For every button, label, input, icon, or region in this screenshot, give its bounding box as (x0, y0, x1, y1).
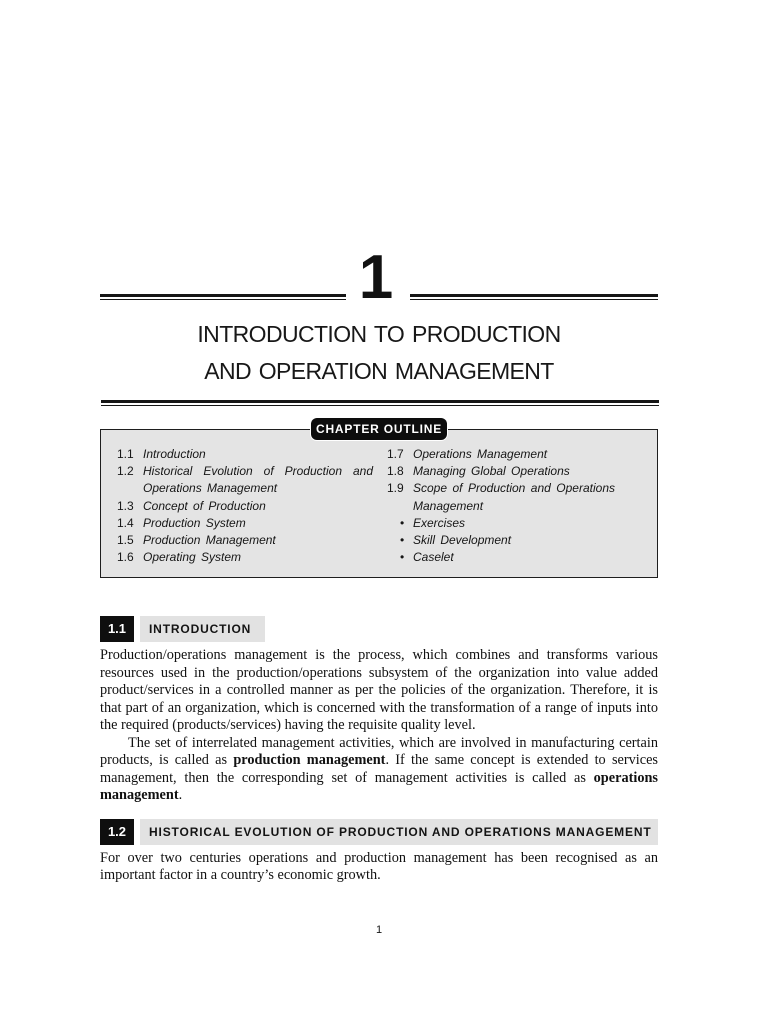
outline-item (117, 498, 373, 515)
text-line: resources used in the production/operations subsystem of the organization into value added (100, 664, 658, 681)
outline-item (117, 532, 373, 549)
text-line: the required (products/services) having the requisite quality level. (100, 717, 476, 733)
text-line: that part of an organization, which is concerned with the transformation of a range of inputs into (100, 699, 658, 716)
outline-item-line: Operating System (143, 550, 242, 565)
outline-bullet: • (400, 550, 405, 565)
text-line: Production/operations management is the process, which combines and transforms various (100, 647, 658, 663)
outline-item-text (143, 498, 373, 515)
text-line (100, 752, 658, 770)
outline-item-number: 1.4 (117, 515, 134, 530)
bold-term: operations (593, 769, 658, 786)
outline-item-number: 1.3 (117, 498, 134, 513)
outline-item (117, 463, 373, 497)
chapter-title-line: INTRODUCTION TO PRODUCTION (197, 321, 561, 347)
chapter-title-line: AND OPERATION MANAGEMENT (204, 358, 554, 384)
page-number: 1 (375, 924, 383, 936)
outline-bullet: • (400, 533, 405, 548)
outline-item-number: 1.6 (117, 550, 134, 565)
paragraph (100, 735, 658, 805)
outline-item-number: 1.5 (117, 533, 134, 548)
outline-column-right (387, 446, 615, 566)
outline-item-text (413, 549, 615, 566)
chapter-outline-box (100, 422, 658, 578)
outline-item-line: Caselet (413, 550, 454, 565)
outline-item-number: 1.7 (387, 447, 404, 461)
paragraph (100, 850, 658, 885)
paragraph (100, 647, 658, 735)
outline-item-number: 1.9 (387, 481, 404, 496)
text-run: management, then the corresponding set of management activities is called as (100, 769, 594, 786)
text-line: For over two centuries operations and production management has been recognised as an (100, 849, 658, 866)
outline-item-text (413, 532, 615, 549)
section-number: 1.1 (100, 616, 134, 642)
chapter-outline-label: CHAPTER OUTLINE (311, 418, 447, 440)
outline-item-line: Historical Evolution of Production and (143, 464, 373, 479)
chapter-number: 1 (358, 243, 394, 312)
chapter-rule-left (100, 294, 346, 300)
section-title: HISTORICAL EVOLUTION OF PRODUCTION AND OPERATIONS MANAGEMENT (140, 819, 658, 845)
text-line (100, 770, 658, 788)
outline-column-left (117, 446, 373, 566)
outline-item-text (143, 463, 373, 497)
bold-term: management (100, 787, 179, 803)
chapter-title (100, 316, 658, 390)
outline-item-line: Operations Management (413, 447, 548, 461)
outline-item-number: 1.1 (117, 447, 134, 461)
outline-item-text (413, 446, 615, 463)
outline-item (387, 515, 615, 532)
outline-item-line: Managing Global Operations (413, 464, 570, 479)
outline-item-text (143, 549, 373, 566)
text-line: important factor in a country’s economic growth. (100, 867, 381, 883)
text-run: . (178, 787, 183, 803)
outline-item-line: Management (413, 498, 484, 513)
outline-item (387, 463, 615, 480)
outline-item (117, 446, 373, 463)
title-rule (101, 400, 659, 406)
outline-item-line: Scope of Production and Operations (413, 481, 615, 496)
outline-item-text (143, 446, 373, 463)
outline-item (117, 515, 373, 532)
text-line (100, 787, 658, 805)
outline-item (387, 532, 615, 549)
outline-item-number: 1.2 (117, 464, 134, 479)
text-line: The set of interrelated management activities, which are involved in manufacturing certain (128, 734, 658, 751)
outline-item (387, 446, 615, 463)
outline-item-line: Concept of Production (143, 498, 266, 513)
outline-bullet: • (400, 515, 405, 530)
outline-item-text (413, 515, 615, 532)
outline-item (387, 480, 615, 514)
outline-item (117, 549, 373, 566)
section-heading (100, 819, 658, 845)
outline-item-line: Exercises (413, 515, 466, 530)
outline-item-text (413, 463, 615, 480)
section-title: INTRODUCTION (140, 616, 265, 642)
chapter-rule-right (410, 294, 658, 300)
text-line: product/services in a controlled manner as per the policies of the organization. Therefore, it is (100, 682, 658, 698)
chapter-body (100, 616, 658, 885)
section-number: 1.2 (100, 819, 134, 845)
outline-item (387, 549, 615, 566)
text-run: products, is called as (100, 752, 234, 768)
outline-item-line: Skill Development (413, 533, 512, 548)
outline-item-text (143, 515, 373, 532)
outline-item-line: Production System (143, 515, 246, 530)
outline-item-number: 1.8 (387, 464, 404, 479)
section-heading (100, 616, 658, 642)
text-run: . If the same concept is extended to services (385, 752, 658, 768)
outline-item-text (143, 532, 373, 549)
outline-item-line: Production Management (143, 533, 276, 548)
outline-item-line: Operations Management (143, 481, 278, 496)
outline-item-text (413, 480, 615, 514)
outline-item-line: Introduction (143, 447, 206, 461)
bold-term: production management (233, 752, 386, 768)
